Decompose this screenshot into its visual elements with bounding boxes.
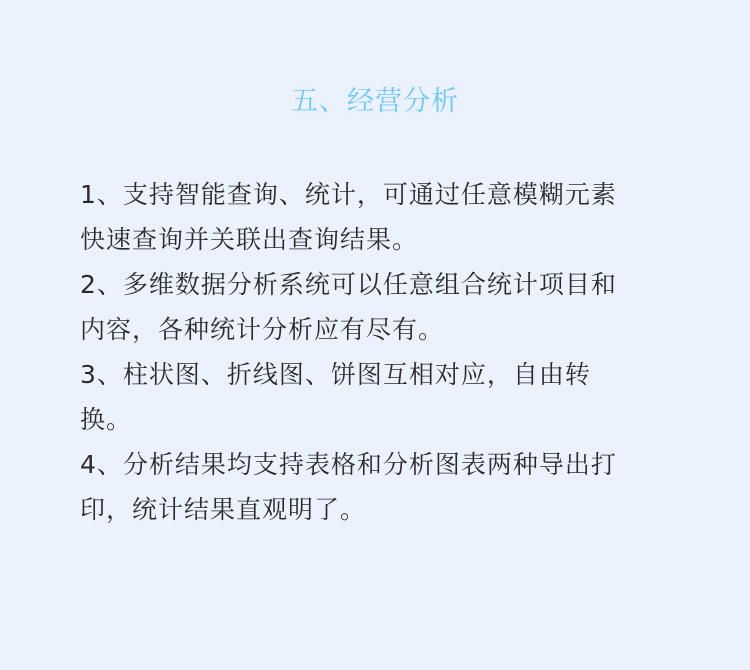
feature-item-1-line-2: 快速查询并关联出查询结果。 — [80, 225, 419, 254]
feature-item-1-line-1: 1、支持智能查询、统计，可通过任意模糊元素 — [80, 180, 617, 209]
feature-item-3-line-2: 换。 — [80, 405, 133, 434]
feature-item-4-line-2: 印，统计结果直观明了。 — [80, 495, 367, 524]
feature-list — [80, 172, 670, 532]
feature-item-2-line-1: 2、多维数据分析系统可以任意组合统计项目和 — [80, 270, 617, 299]
section-title: 五、经营分析 — [291, 86, 459, 117]
feature-item-2-line-2: 内容，各种统计分析应有尽有。 — [80, 315, 445, 344]
feature-item-3-line-1: 3、柱状图、折线图、饼图互相对应，自由转 — [80, 360, 591, 389]
feature-item-4-line-1: 4、分析结果均支持表格和分析图表两种导出打 — [80, 450, 617, 479]
